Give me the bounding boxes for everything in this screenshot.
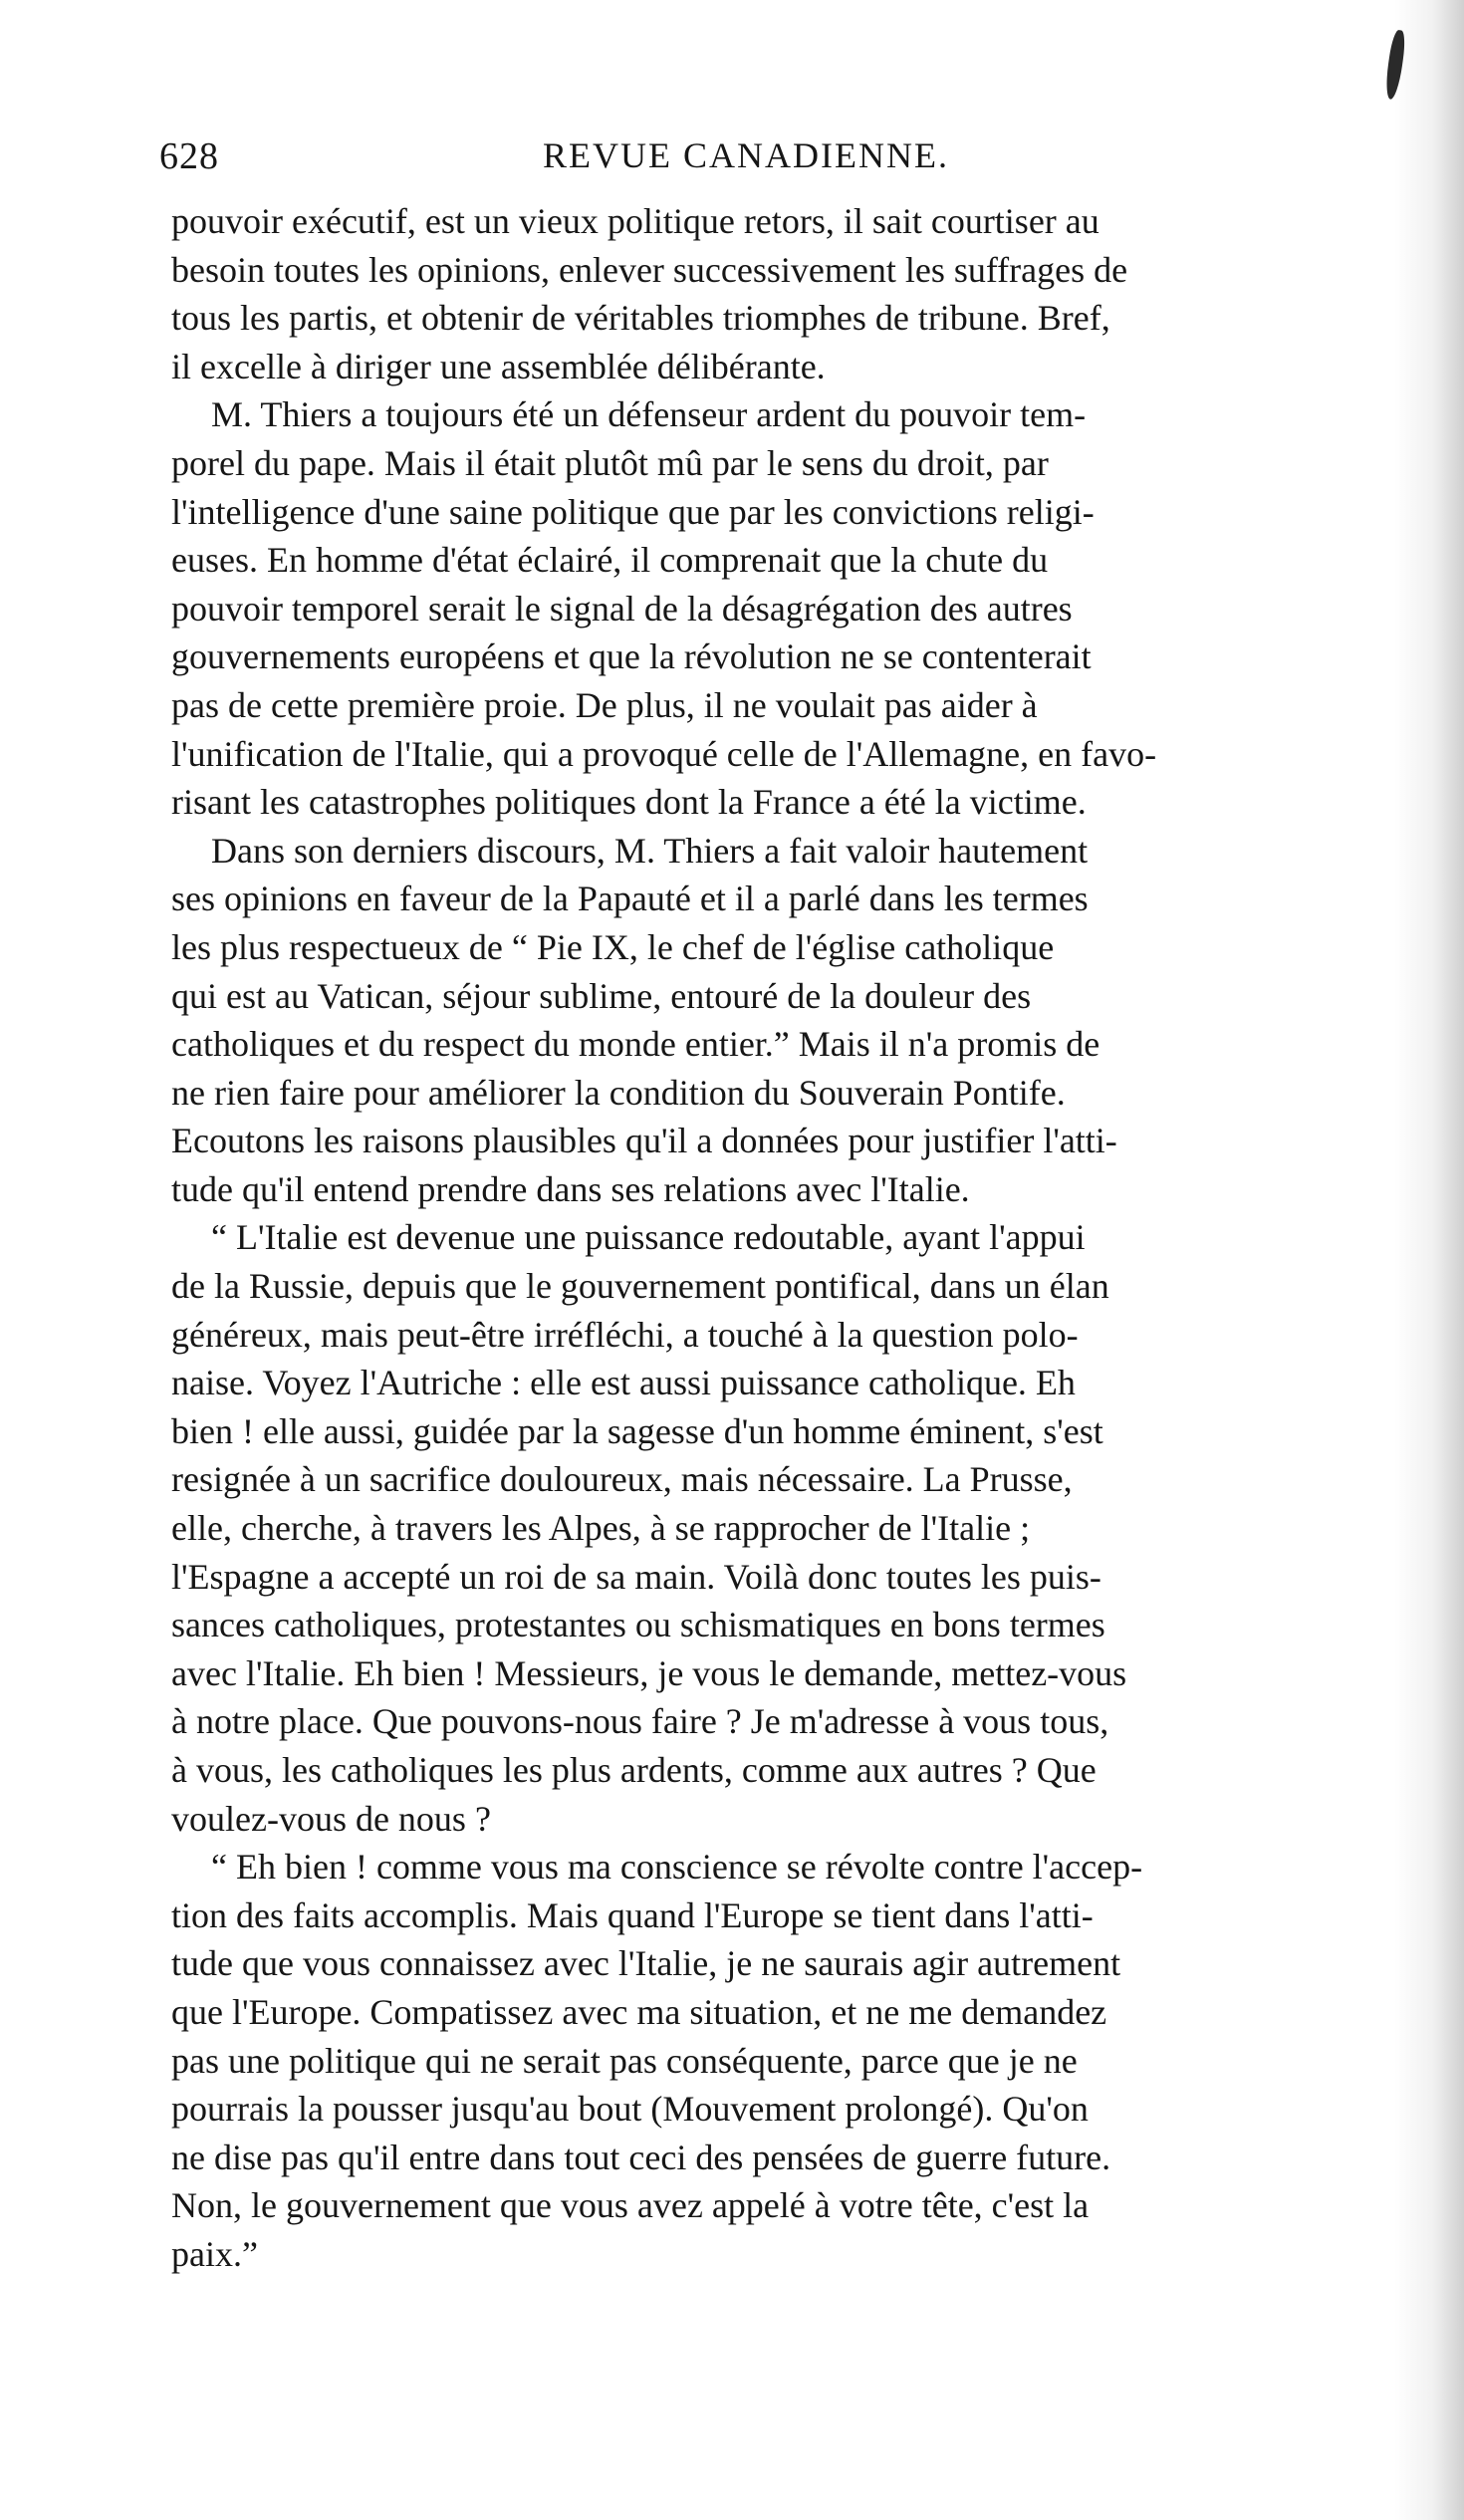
paragraph-start-line: “ Eh bien ! comme vous ma conscience se révolte contre l'accep- xyxy=(211,1847,1143,1888)
page-header xyxy=(0,134,1464,194)
text-line: pouvoir exécutif, est un vieux politique retors, il sait courtiser au xyxy=(171,201,1099,241)
text-line: généreux, mais peut-être irréfléchi, a touché à la question polo- xyxy=(171,1314,1079,1355)
text-line: ses opinions en faveur de la Papauté et il a parlé dans les termes xyxy=(171,879,1089,919)
text-line: ne rien faire pour améliorer la condition du Souverain Pontife. xyxy=(171,1072,1066,1113)
text-line: l'unification de l'Italie, qui a provoqué celle de l'Allemagne, en favo- xyxy=(171,733,1157,774)
text-line: pourrais la pousser jusqu'au bout (Mouvement prolongé). Qu'on xyxy=(171,2089,1089,2130)
text-line: tude que vous connaissez avec l'Italie, je ne saurais agir autrement xyxy=(171,1943,1121,1984)
text-line: risant les catastrophes politiques dont la France a été la victime. xyxy=(171,782,1087,823)
text-line: pas de cette première proie. De plus, il ne voulait pas aider à xyxy=(171,684,1038,725)
text-line: Non, le gouvernement que vous avez appelé à votre tête, c'est la xyxy=(171,2185,1090,2226)
text-line: besoin toutes les opinions, enlever successivement les suffrages de xyxy=(171,249,1128,290)
text-line: à vous, les catholiques les plus ardents, comme aux autres ? Que xyxy=(171,1750,1097,1790)
text-line: paix.” xyxy=(171,2233,258,2274)
text-line: Ecoutons les raisons plausibles qu'il a données pour justifier l'atti- xyxy=(171,1121,1117,1161)
text-line: ne dise pas qu'il entre dans tout ceci des pensées de guerre future. xyxy=(171,2137,1111,2177)
text-line: resignée à un sacrifice douloureux, mais nécessaire. La Prusse, xyxy=(171,1459,1073,1500)
text-line: l'Espagne a accepté un roi de sa main. Voilà donc toutes les puis- xyxy=(171,1556,1101,1597)
text-line: avec l'Italie. Eh bien ! Messieurs, je vous le demande, mettez-vous xyxy=(171,1652,1127,1693)
scanned-page-edge xyxy=(1394,0,1464,2520)
paragraph-start-line: “ L'Italie est devenue une puissance redoutable, ayant l'appui xyxy=(211,1217,1086,1258)
text-line: tude qu'il entend prendre dans ses relations avec l'Italie. xyxy=(171,1168,970,1209)
text-line: porel du pape. Mais il était plutôt mû par le sens du droit, par xyxy=(171,442,1049,483)
text-line: sances catholiques, protestantes ou schismatiques en bons termes xyxy=(171,1605,1105,1645)
text-line: pas une politique qui ne serait pas conséquente, parce que je ne xyxy=(171,2040,1078,2081)
text-line: que l'Europe. Compatissez avec ma situation, et ne me demandez xyxy=(171,1991,1107,2032)
text-line: de la Russie, depuis que le gouvernement pontifical, dans un élan xyxy=(171,1266,1109,1307)
paragraph-start-line: Dans son derniers discours, M. Thiers a fait valoir hautement xyxy=(211,830,1089,871)
text-line: voulez-vous de nous ? xyxy=(171,1798,491,1839)
text-line: elle, cherche, à travers les Alpes, à se rapprocher de l'Italie ; xyxy=(171,1508,1031,1549)
text-line: l'intelligence d'une saine politique que par les convictions religi- xyxy=(171,491,1095,532)
text-line: les plus respectueux de “ Pie IX, le chef de l'église catholique xyxy=(171,926,1055,967)
running-head: REVUE CANADIENNE. xyxy=(543,135,949,175)
text-line: naise. Voyez l'Autriche : elle est aussi puissance catholique. Eh xyxy=(171,1363,1076,1403)
text-line: catholiques et du respect du monde entier.” Mais il n'a promis de xyxy=(171,1024,1100,1065)
text-line: gouvernements européens et que la révolution ne se contenterait xyxy=(171,636,1092,677)
text-line: euses. En homme d'état éclairé, il comprenait que la chute du xyxy=(171,540,1049,581)
text-line: tion des faits accomplis. Mais quand l'Europe se tient dans l'atti- xyxy=(171,1894,1094,1935)
body-text xyxy=(171,197,1366,2279)
text-line: à notre place. Que pouvons-nous faire ? Je m'adresse à vous tous, xyxy=(171,1701,1109,1742)
paragraph-start-line: M. Thiers a toujours été un défenseur ardent du pouvoir tem- xyxy=(211,394,1087,435)
text-line: qui est au Vatican, séjour sublime, entouré de la douleur des xyxy=(171,975,1032,1016)
text-line: bien ! elle aussi, guidée par la sagesse d'un homme éminent, s'est xyxy=(171,1410,1103,1451)
text-line: il excelle à diriger une assemblée délibérante. xyxy=(171,346,826,386)
text-line: tous les partis, et obtenir de véritables triomphes de tribune. Bref, xyxy=(171,298,1110,339)
text-line: pouvoir temporel serait le signal de la désagrégation des autres xyxy=(171,588,1073,629)
page-number: 628 xyxy=(159,135,219,177)
